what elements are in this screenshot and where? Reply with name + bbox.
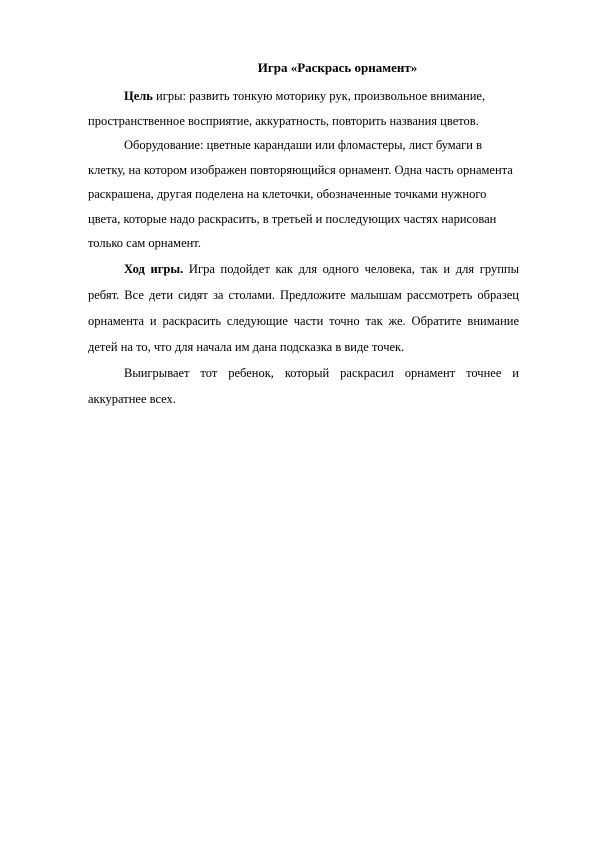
goal-text: игры: развить тонкую моторику рук, произвольное внимание, пространственное восприятие, аккуратность, повторить названия цветов. xyxy=(88,89,486,128)
document-body xyxy=(88,84,519,412)
equipment-text: Оборудование: цветные карандаши или фломастеры, лист бумаги в клетку, на котором изображен повторяющийся орнамент. Одна часть орнамента раскрашена, другая поделена на клеточки, обозначенные точками нужного цвета, которые надо раскрасить, в третьей и последующих частях нарисован только сам орнамент. xyxy=(88,138,513,250)
procedure-text: Игра подойдет как для одного человека, так и для группы ребят. Все дети сидят за столами. Предложите малышам рассмотреть образец орнамента и раскрасить следующие части точно так же. Обратите внимание детей на то, что для начала им дана подсказка в виде точек. xyxy=(88,261,520,354)
document-title: Игра «Раскрась орнамент» xyxy=(257,60,418,75)
procedure-label: Ход игры. xyxy=(124,261,184,276)
procedure-paragraph xyxy=(88,256,519,360)
equipment-paragraph xyxy=(88,133,519,256)
goal-paragraph xyxy=(88,84,519,133)
goal-label: Цель xyxy=(124,89,153,103)
winner-text: Выигрывает тот ребенок, который раскрасил орнамент точнее и аккуратнее всех. xyxy=(88,365,519,406)
winner-paragraph xyxy=(88,360,519,412)
